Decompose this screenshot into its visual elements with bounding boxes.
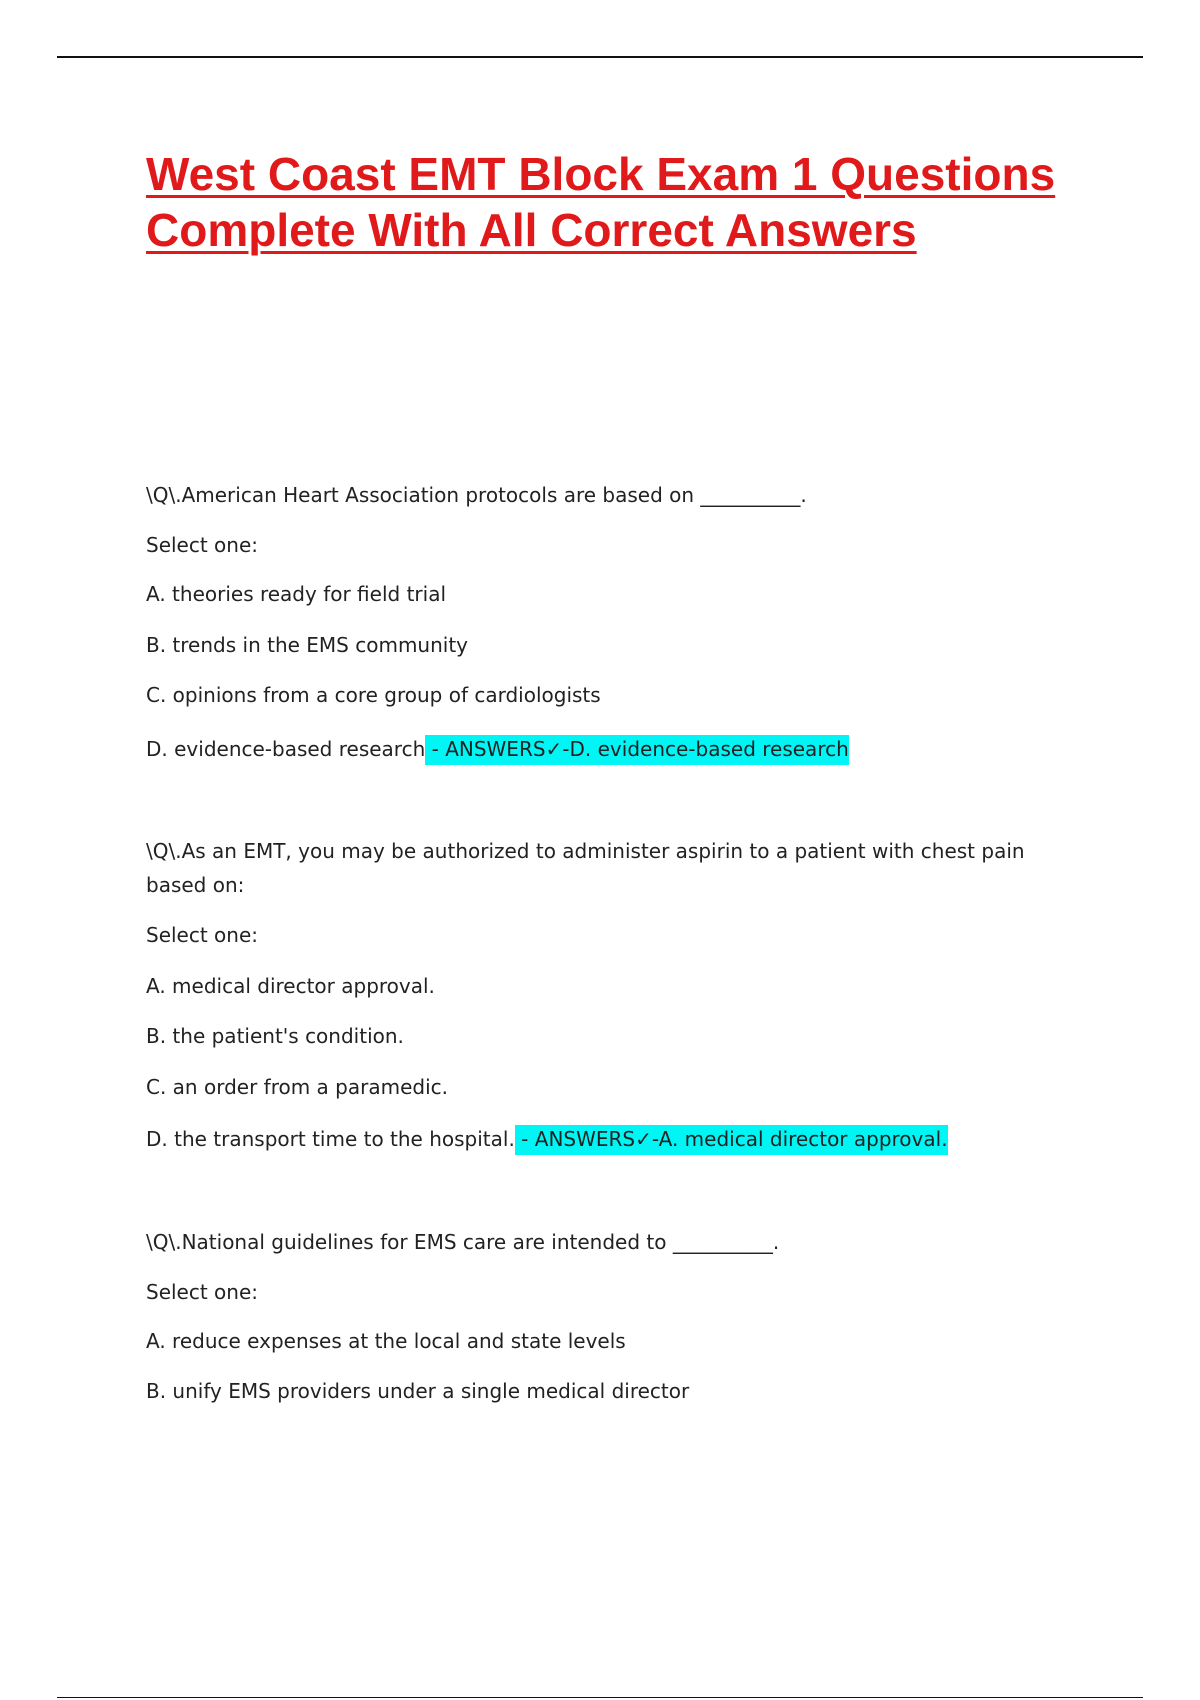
question-2-prompt: \Q\.As an EMT, you may be authorized to administer aspirin to a patient with chest pain based on:: [146, 839, 1025, 897]
question-2-option-c: C. an order from a paramedic.: [146, 1075, 448, 1099]
header-rule: [57, 56, 1143, 58]
question-2-option-d: D. the transport time to the hospital.: [146, 1127, 515, 1151]
document-title: West Coast EMT Block Exam 1 Questions Complete With All Correct Answers: [146, 148, 1056, 256]
question-1-option-c: C. opinions from a core group of cardiologists: [146, 683, 601, 707]
question-2-instruction: Select one:: [146, 923, 259, 947]
question-3-prompt: \Q\.National guidelines for EMS care are intended to __________.: [146, 1230, 780, 1254]
question-2-option-a: A. medical director approval.: [146, 974, 435, 998]
question-3-option-a: A. reduce expenses at the local and state levels: [146, 1329, 626, 1353]
question-1-option-a: A. theories ready for field trial: [146, 582, 446, 606]
question-1-option-d-row: [146, 735, 849, 763]
footer-rule: [57, 1697, 1143, 1698]
question-2-answer-highlight: - ANSWERS✓-A. medical director approval.: [515, 1125, 948, 1155]
question-2-option-d-row: [146, 1125, 948, 1153]
question-1-option-b: B. trends in the EMS community: [146, 633, 469, 657]
question-1-prompt: \Q\.American Heart Association protocols are based on __________.: [146, 483, 807, 507]
question-3-instruction: Select one:: [146, 1280, 259, 1304]
question-1-option-d: D. evidence-based research: [146, 737, 426, 761]
question-1-answer-highlight: - ANSWERS✓-D. evidence-based research: [425, 735, 849, 765]
question-1-instruction: Select one:: [146, 533, 259, 557]
question-3-option-b: B. unify EMS providers under a single medical director: [146, 1379, 690, 1403]
question-2-option-b: B. the patient's condition.: [146, 1024, 404, 1048]
